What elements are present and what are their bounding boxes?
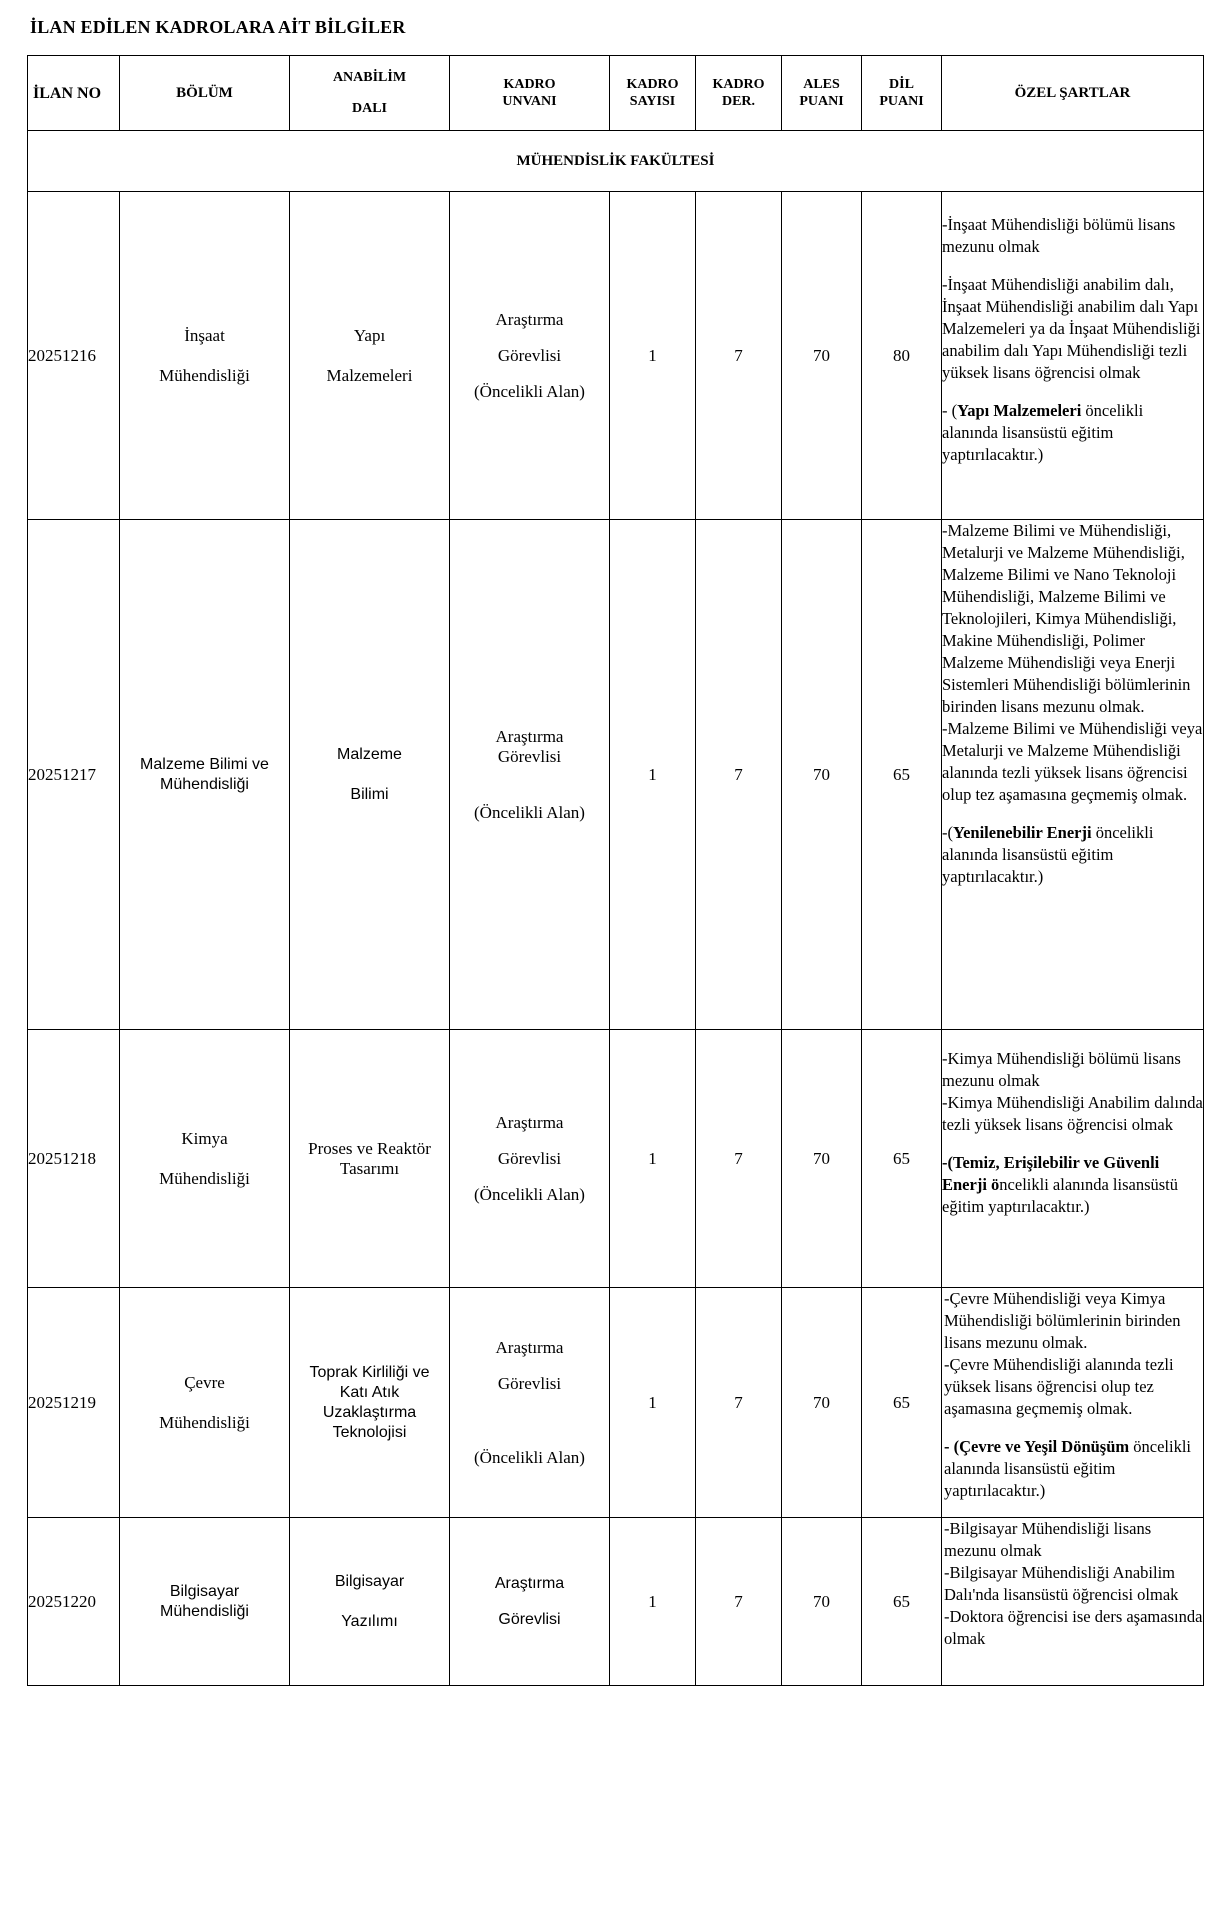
kadro-line: Araştırma	[495, 726, 564, 746]
cell-ales: 70	[782, 1288, 862, 1518]
cell-kadro-unvani	[450, 1030, 610, 1288]
cell-ilan-no: 20251220	[28, 1518, 120, 1686]
cell-ales: 70	[782, 192, 862, 520]
header-kadro-der	[696, 56, 782, 131]
bolum-line: Mühendisliği	[159, 1168, 250, 1188]
anabilim-line: Malzeme	[337, 745, 402, 763]
header-ozel-sartlar: ÖZEL ŞARTLAR	[942, 56, 1204, 131]
anabilim-line: Bilgisayar	[334, 1572, 405, 1590]
table-row	[28, 1030, 1204, 1288]
cell-kadro-sayisi: 1	[610, 1288, 696, 1518]
sart-text: -İnşaat Mühendisliği anabilim dalı, İnşaat Mühendisliği anabilim dalı Yapı Malzemeleri ya da İnşaat Mühendisliği anabilim dalı Yapı Mühendisliği tezli yüksek lisans öğrencisi olmak	[942, 275, 1201, 382]
page-title: İLAN EDİLEN KADROLARA AİT BİLGİLER	[30, 17, 406, 37]
bolum-line: Bilgisayar	[169, 1582, 240, 1600]
cell-kadro-sayisi: 1	[610, 520, 696, 1030]
table-row	[28, 1288, 1204, 1518]
cell-ozel-sartlar	[942, 192, 1204, 520]
anabilim-line: Malzemeleri	[326, 365, 413, 385]
cell-ales: 70	[782, 1518, 862, 1686]
cell-kadro-der: 7	[696, 1030, 782, 1288]
cell-anabilim	[290, 1288, 450, 1518]
sart-paragraph	[942, 1152, 1203, 1218]
sart-paragraph	[942, 274, 1203, 384]
cell-anabilim	[290, 1030, 450, 1288]
cell-dil: 80	[862, 192, 942, 520]
kadro-line: Araştırma	[495, 309, 564, 329]
cell-kadro-sayisi: 1	[610, 1030, 696, 1288]
sart-paragraph: -İnşaat Mühendisliği bölümü lisans mezunu olmak	[942, 215, 1176, 256]
sart-text: öncelikli alanında lisansüstü eğitim yaptırılacaktır.)	[942, 823, 1154, 886]
kadro-line: Görevlisi	[497, 746, 562, 766]
bolum-line: Mühendisliği	[160, 775, 249, 793]
sart-paragraph	[944, 1436, 1203, 1502]
cell-bolum	[120, 1288, 290, 1518]
table-row	[28, 192, 1204, 520]
cell-kadro-der: 7	[696, 1518, 782, 1686]
header-kadro-unvani-line2: UNVANI	[502, 94, 557, 109]
cell-kadro-unvani	[450, 1518, 610, 1686]
kadro-line: (Öncelikli Alan)	[474, 1184, 585, 1204]
sart-text: öncelikli alanında lisansüstü eğitim yaptırılacaktır.)	[944, 1437, 1192, 1500]
header-kadro-der-line1: KADRO	[712, 77, 765, 92]
cell-anabilim	[290, 192, 450, 520]
cell-dil: 65	[862, 520, 942, 1030]
cell-ozel-sartlar	[942, 1030, 1204, 1288]
bolum-line: Mühendisliği	[159, 365, 250, 385]
sart-paragraph	[942, 400, 1203, 466]
cell-kadro-unvani	[450, 520, 610, 1030]
table-header-row	[28, 56, 1204, 131]
table-row	[28, 1518, 1204, 1686]
cell-ozel-sartlar	[942, 1518, 1204, 1686]
kadro-line: Araştırma	[495, 1112, 564, 1132]
cell-bolum	[120, 192, 290, 520]
header-kadro-der-line2: DER.	[721, 94, 756, 109]
cell-ilan-no: 20251216	[28, 192, 120, 520]
header-ilan-no: İLAN NO	[28, 56, 120, 131]
cell-ilan-no: 20251219	[28, 1288, 120, 1518]
kadro-line: (Öncelikli Alan)	[474, 802, 585, 822]
kadro-line: Araştırma	[495, 1337, 564, 1357]
header-bolum: BÖLÜM	[120, 56, 290, 131]
sart-paragraph: -Çevre Mühendisliği veya Kimya Mühendisliği bölümlerinin birinden lisans mezunu olmak.	[944, 1289, 1181, 1352]
faculty-title: MÜHENDİSLİK FAKÜLTESİ	[28, 131, 1204, 192]
cell-anabilim	[290, 1518, 450, 1686]
bolum-line: İnşaat	[184, 325, 225, 345]
anabilim-line: Teknolojisi	[332, 1423, 407, 1441]
kadro-line: Görevlisi	[498, 1610, 561, 1628]
cell-dil: 65	[862, 1288, 942, 1518]
anabilim-line: Yazılımı	[341, 1612, 398, 1630]
bolum-line: Kimya	[181, 1128, 228, 1148]
cell-bolum	[120, 1030, 290, 1288]
cell-dil: 65	[862, 1030, 942, 1288]
kadro-line: Görevlisi	[497, 1148, 562, 1168]
cell-kadro-der: 7	[696, 1288, 782, 1518]
bolum-line: Mühendisliği	[160, 1602, 249, 1620]
cell-kadro-unvani	[450, 192, 610, 520]
cell-ales: 70	[782, 520, 862, 1030]
sart-bold: - (Çevre ve Yeşil Dönüşüm	[944, 1437, 1130, 1456]
anabilim-line: Bilimi	[350, 785, 389, 803]
anabilim-line: Uzaklaştırma	[322, 1403, 417, 1421]
sart-text: - (	[942, 401, 958, 420]
sart-paragraph: -Malzeme Bilimi ve Mühendisliği, Metalurji ve Malzeme Mühendisliği, Malzeme Bilimi ve Nano Teknoloji Mühendisliği, Malzeme Bilimi ve Teknolojileri, Kimya Mühendisliği, Makine Mühendisliği, Polimer Malzeme Mühendisliği veya Enerji Sistemleri Mühendisliği bölümlerinin birinden lisans mezunu olmak.	[942, 521, 1191, 716]
sart-bold: -(Temiz, Erişilebilir ve Güvenli Enerji ö	[942, 1153, 1160, 1194]
header-anabilim-dali	[290, 56, 450, 131]
sart-bold: Yapı Malzemeleri	[957, 401, 1082, 420]
kadro-line: (Öncelikli Alan)	[474, 381, 585, 401]
kadro-line: Görevlisi	[497, 1373, 562, 1393]
sart-text: -(	[942, 823, 953, 842]
cell-ilan-no: 20251218	[28, 1030, 120, 1288]
positions-table	[27, 55, 1204, 1686]
cell-kadro-sayisi: 1	[610, 192, 696, 520]
sart-paragraph: -Doktora öğrencisi ise ders aşamasında olmak	[944, 1607, 1203, 1648]
header-dil-puani	[862, 56, 942, 131]
anabilim-line: Proses ve Reaktör	[308, 1138, 431, 1158]
cell-ozel-sartlar	[942, 1288, 1204, 1518]
header-dil-line2: PUANI	[879, 94, 924, 109]
cell-bolum	[120, 520, 290, 1030]
cell-ozel-sartlar	[942, 520, 1204, 1030]
sart-paragraph	[942, 822, 1203, 888]
cell-anabilim	[290, 520, 450, 1030]
header-anabilim-line1: ANABİLİM	[332, 70, 407, 85]
bolum-line: Çevre	[184, 1372, 225, 1392]
sart-paragraph: -Kimya Mühendisliği bölümü lisans mezunu olmak	[942, 1049, 1181, 1090]
kadro-line: (Öncelikli Alan)	[474, 1447, 585, 1467]
sart-bold: Yenilenebilir Enerji	[953, 823, 1092, 842]
header-ales-line2: PUANI	[799, 94, 844, 109]
header-kadro-sayisi	[610, 56, 696, 131]
cell-kadro-der: 7	[696, 520, 782, 1030]
cell-bolum	[120, 1518, 290, 1686]
sart-text: ncelikli alanında lisansüstü eğitim yaptırılacaktır.)	[942, 1175, 1179, 1216]
header-kadro-sayisi-line2: SAYISI	[629, 94, 676, 109]
cell-ilan-no: 20251217	[28, 520, 120, 1030]
anabilim-line: Toprak Kirliliği ve	[309, 1363, 430, 1381]
anabilim-line: Yapı	[353, 325, 386, 345]
cell-kadro-der: 7	[696, 192, 782, 520]
header-dil-line1: DİL	[889, 77, 914, 92]
sart-paragraph: -Malzeme Bilimi ve Mühendisliği veya Metalurji ve Malzeme Mühendisliği alanında tezli yüksek lisans öğrencisi olup tez aşamasına geçmemiş olmak.	[942, 719, 1203, 804]
anabilim-line: Katı Atık	[339, 1383, 400, 1401]
cell-ales: 70	[782, 1030, 862, 1288]
cell-kadro-unvani	[450, 1288, 610, 1518]
anabilim-line: Tasarımı	[339, 1158, 400, 1178]
sart-paragraph: -Bilgisayar Mühendisliği Anabilim Dalı'nda lisansüstü öğrencisi olmak	[944, 1563, 1179, 1604]
header-kadro-unvani-line1: KADRO	[503, 77, 556, 92]
sart-paragraph: -Bilgisayar Mühendisliği lisans mezunu olmak	[944, 1519, 1152, 1560]
sart-paragraph: -Kimya Mühendisliği Anabilim dalında tezli yüksek lisans öğrencisi olmak	[942, 1093, 1203, 1134]
kadro-line: Araştırma	[494, 1574, 565, 1592]
bolum-line: Mühendisliği	[159, 1412, 250, 1432]
cell-kadro-sayisi: 1	[610, 1518, 696, 1686]
header-ales-line1: ALES	[803, 77, 840, 92]
cell-dil: 65	[862, 1518, 942, 1686]
bolum-line: Malzeme Bilimi ve	[140, 755, 269, 773]
kadro-line: Görevlisi	[497, 345, 562, 365]
sart-paragraph: -Çevre Mühendisliği alanında tezli yüksek lisans öğrencisi olup tez aşamasına geçmemiş olmak.	[944, 1355, 1174, 1418]
header-ales-puani	[782, 56, 862, 131]
table-row	[28, 520, 1204, 1030]
header-kadro-sayisi-line1: KADRO	[626, 77, 679, 92]
sart-text: öncelikli alanında lisansüstü eğitim yaptırılacaktır.)	[942, 401, 1144, 464]
header-anabilim-line2: DALI	[351, 101, 387, 116]
header-kadro-unvani	[450, 56, 610, 131]
